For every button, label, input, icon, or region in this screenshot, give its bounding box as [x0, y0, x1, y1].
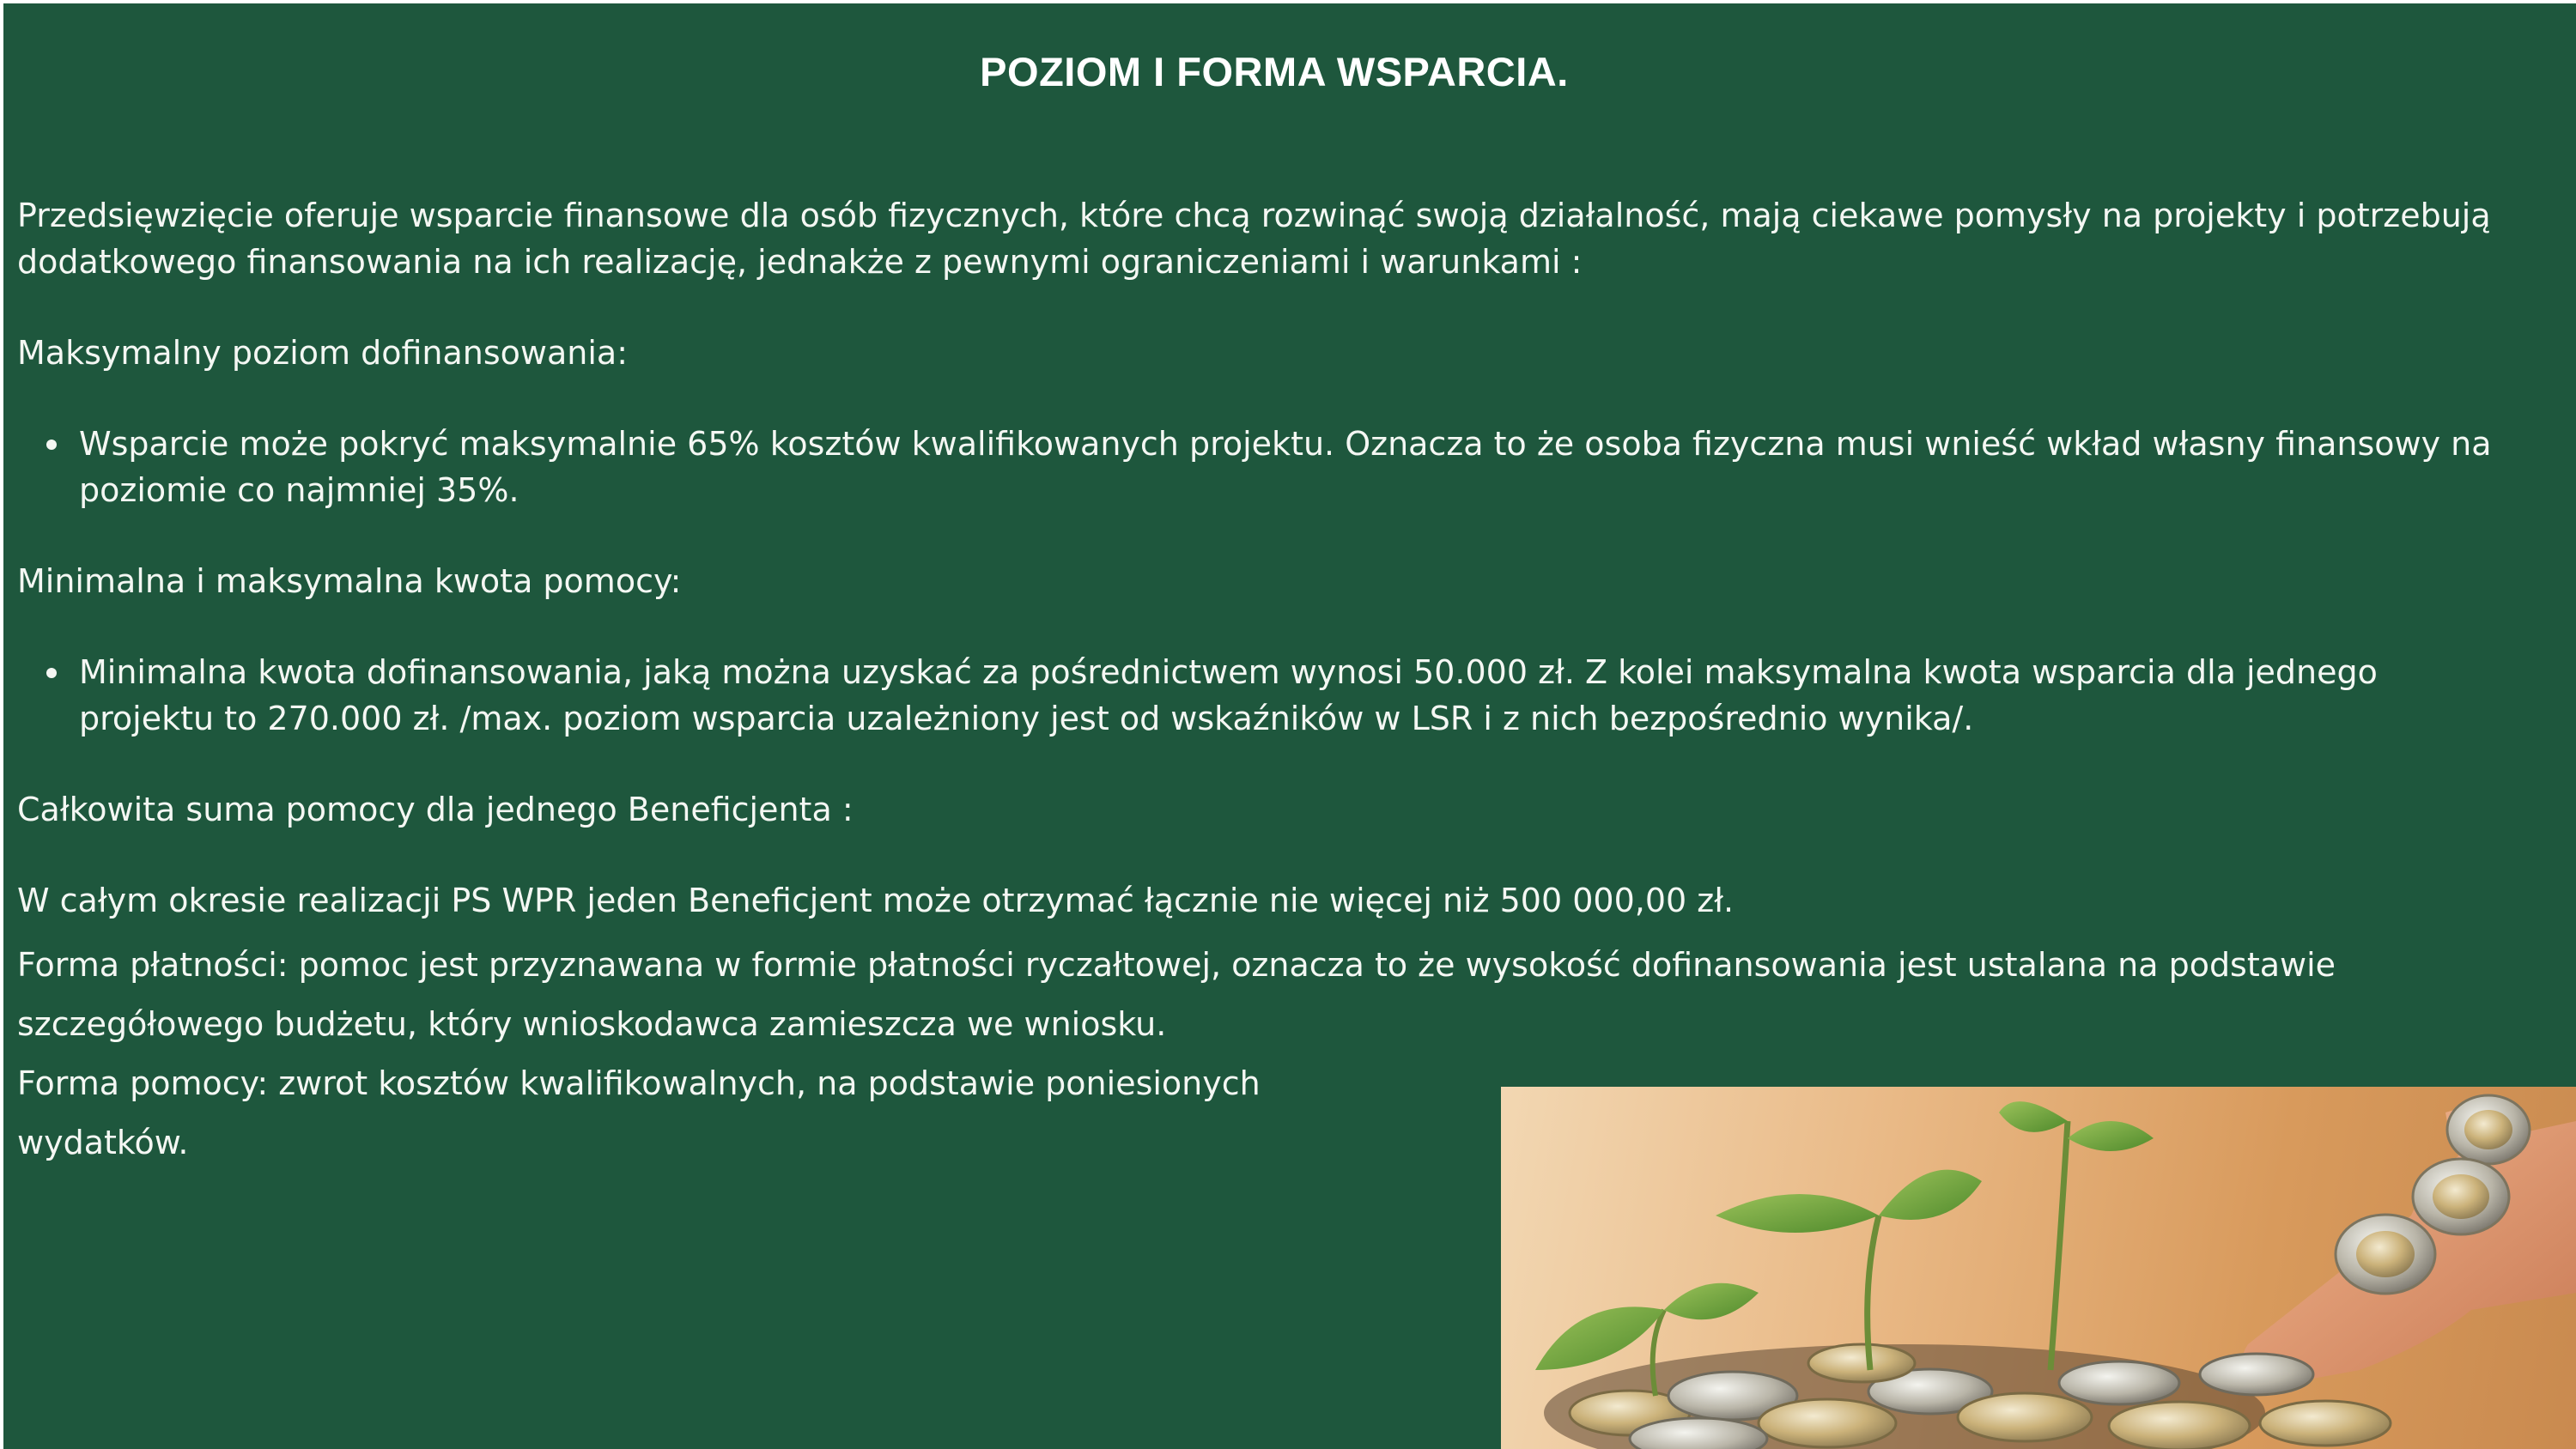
intro-paragraph: Przedsięwzięcie oferuje wsparcie finansowe dla osób fizycznych, które chcą rozwinąć swoją działalność, mają ciekawe pomysły na projekty i potrzebują dodatkowego finansowania na ich realizację, jednakże z pewnymi ograniczeniami i warunkami :: [17, 197, 2491, 281]
max-level-bullet: Wsparcie może pokryć maksymalnie 65% kosztów kwalifikowanych projektu. Oznacza to że osoba fizyczna musi wnieść wkład własny finansowy na poziomie co najmniej 35%.: [79, 421, 2507, 513]
slide-title: POZIOM I FORMA WSPARCIA.: [980, 49, 1569, 94]
amount-heading: Minimalna i maksymalna kwota pomocy:: [17, 562, 682, 600]
slide-content: [17, 192, 2507, 1173]
max-level-list: [17, 421, 2507, 513]
aid-form-text: Forma pomocy: zwrot kosztów kwalifikowalnych, na podstawie poniesionych wydatków.: [17, 1064, 1261, 1161]
amount-bullet: Minimalna kwota dofinansowania, jaką można uzyskać za pośrednictwem wynosi 50.000 zł. Z kolei maksymalna kwota wsparcia dla jednego projektu to 270.000 zł. /max. poziom wsparcia uzależniony jest od wskaźników w LSR i z nich bezpośrednio wynika/.: [79, 649, 2507, 742]
slide: [3, 3, 2576, 1449]
coins-plant-photo: [1501, 1087, 2576, 1449]
payment-form-text: Forma płatności: pomoc jest przyznawana w formie płatności ryczałtowej, oznacza to że wysokość dofinansowania jest ustalana na podstawie szczegółowego budżetu, który wnioskodawca zamieszcza we wniosku.: [17, 946, 2336, 1043]
total-text: W całym okresie realizacji PS WPR jeden Beneficjent może otrzymać łącznie nie więcej niż 500 000,00 zł.: [17, 882, 1735, 919]
amount-list: [17, 649, 2507, 742]
total-heading: Całkowita suma pomocy dla jednego Beneficjenta :: [17, 791, 854, 828]
coins-with-plant-sprouts-icon: [1501, 1087, 2576, 1449]
max-level-heading: Maksymalny poziom dofinansowania:: [17, 334, 628, 372]
